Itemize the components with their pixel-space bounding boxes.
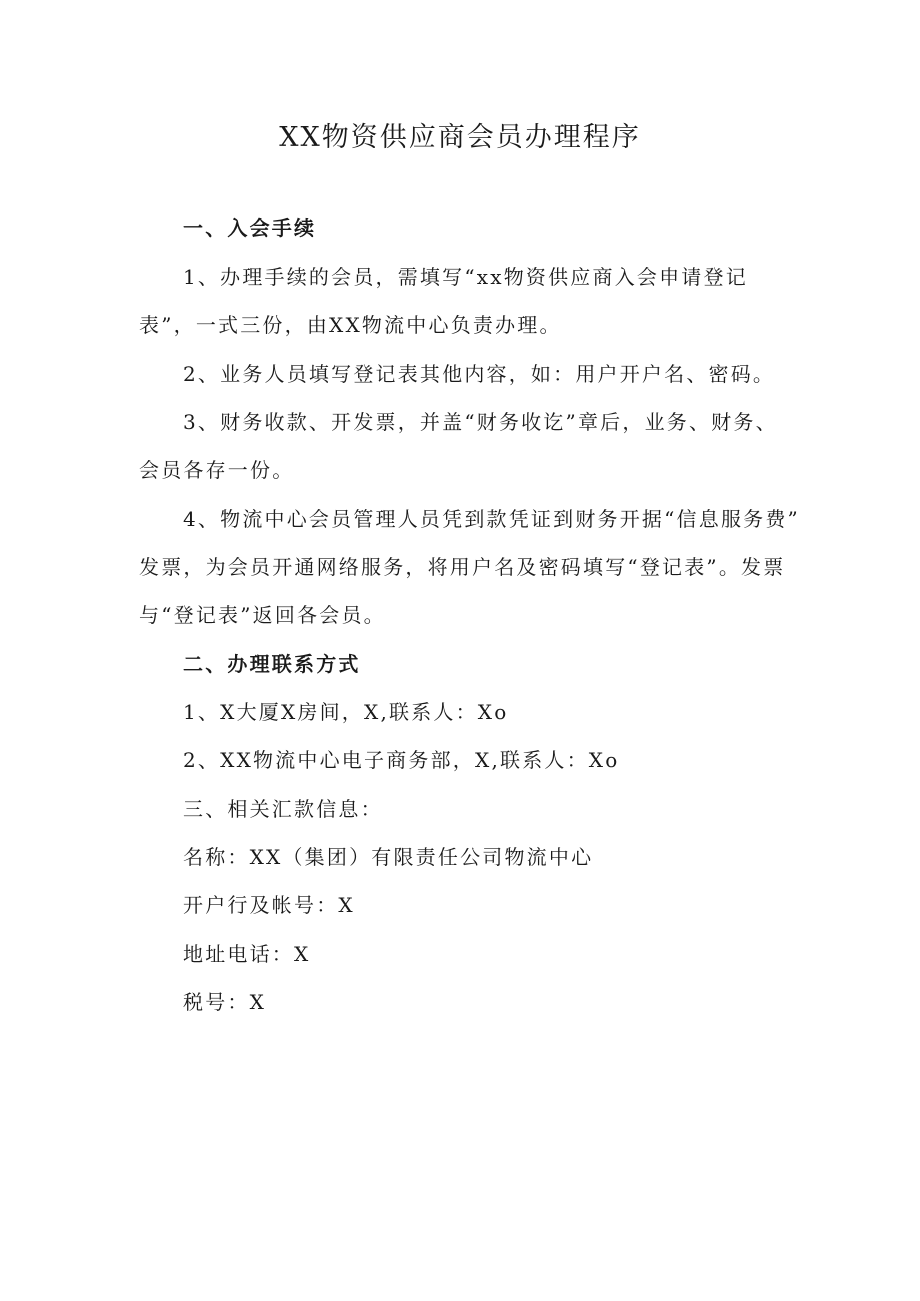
remittance-account: 开户行及帐号：X — [183, 893, 355, 917]
contact-item-1: 1、X大厦X房间，X,联系人：Xo — [183, 700, 509, 724]
section-heading-contact: 二、办理联系方式 — [183, 652, 361, 676]
paragraph-2-line-1: 2、业务人员填写登记表其他内容，如：用户开户名、密码。 — [183, 362, 776, 386]
remittance-address-phone: 地址电话：X — [183, 942, 311, 966]
paragraph-3-line-1: 3、财务收款、开发票，并盖“财务收讫”章后，业务、财务、 — [183, 410, 778, 434]
document-title: XX物资供应商会员办理程序 — [279, 122, 641, 153]
paragraph-1-line-2: 表”，一式三份，由XX物流中心负责办理。 — [139, 313, 562, 337]
paragraph-4-line-1: 4、物流中心会员管理人员凭到款凭证到财务开据“信息服务费” — [183, 507, 800, 531]
paragraph-1-line-1: 1、办理手续的会员，需填写“xx物资供应商入会申请登记 — [183, 265, 748, 289]
paragraph-4-line-2: 发票，为会员开通网络服务，将用户名及密码填写“登记表”。发票 — [139, 555, 786, 579]
section-heading-remittance: 三、相关汇款信息： — [183, 797, 383, 821]
remittance-tax-number: 税号：X — [183, 990, 267, 1014]
remittance-name: 名称：XX（集团）有限责任公司物流中心 — [183, 845, 594, 869]
contact-item-2: 2、XX物流中心电子商务部，X,联系人：Xo — [183, 748, 620, 772]
section-heading-membership: 一、入会手续 — [183, 216, 317, 240]
paragraph-3-line-2: 会员各存一份。 — [139, 458, 295, 482]
paragraph-4-line-3: 与“登记表”返回各会员。 — [139, 603, 386, 627]
